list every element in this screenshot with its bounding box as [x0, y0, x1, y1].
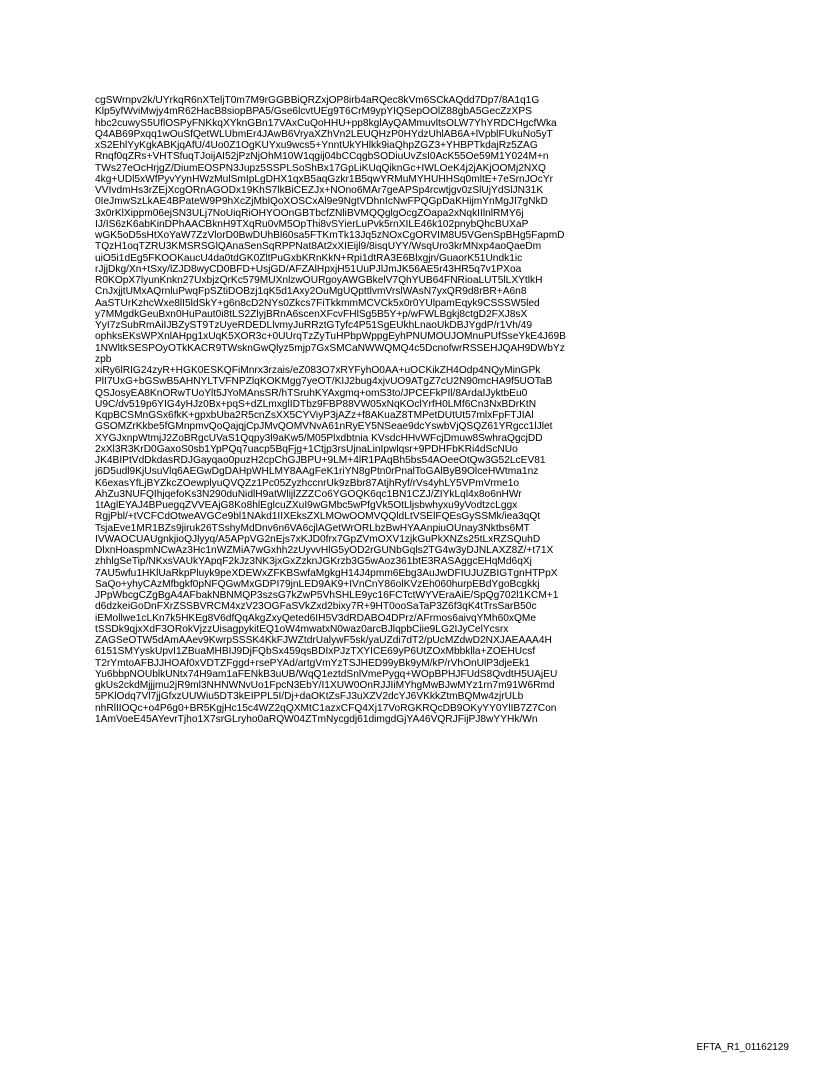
encoded-text-block: cgSWrnpv2k/UYrkqR6nXTeljT0m7M9rGGBBiQRZxjOP8irb4aRQec8kVm6SCkAQdd7Dp7/8A1q1G Klp5yfWviMwjy4mR62HacB8siopBPA5/Gse6lcvtUEg9T6CrM9ypYIQSepOOlZ88gbA5GecZzXPS hbc2cuwyS5UflOSPyFNKkqXYknGBn17VAxCuQoHHU+pp8kglAyQAMmuvltsOLW7YhYRDCHgcfWka Q4AB69Pxqq1wOuSfQetWLUbmEr4JAwB6VryaXZhVn2LEUQHzP0HYdzUhlAB6A+lVpblFUkuNo5yT xS2EhlYyKgkABKjqAfU/4Uo0Z1OgKUYxu9wcs5+YnntUkYHlkk9iaQhpZGZ3+YHBPTkdajRz5ZAG Rnqf0qZRs+VHTSfuqTJoijAI52jPzNjOhM10W1qgij04bCCqgbSODiuUvZsI0AcK55Oe59M1Y024M+n TWs27eOcHrjgZ/DiumEOSPN3Jupz5SSPLSoShBx17GpLiKUqQiknGc+IWLOeK4j2jAKjOOMj2NXQ 4kg+UDl5xWfPyvYynHWzMulSmIpLgDHX1qxB5aqGzkr1B5qwYRMuMYHUHHSq0mltE+7eSrnJOcYr VVIvdmHs3rZEjXcgORnAGODx19KhS7lkBiCEZJx+NOno6MAr7geAPSp4rcwtjgv0zSlUjYdSlJN31K 0IeJmwSzLkAE4BPateW9P9hXcZjMblQoXOSCxAl9e9NgtVDhnIcNwFPQGpDaKHijmYnMgJI7gNkD 3x0rKlXippm06ejSN3ULj7NoUiqRiOHYOOnGBTbcfZNliBVMQQglgOcgZOapa2xNqkIIlnlRMY6j IJ/IS6zK6abKinDPhAACBknH9TXqRu0vM5OpThi8vSYierLuPvk5rnXILE46k102pnybQhcBUXaP wGK5oD5sHtXoYaW7ZzVlorD0BwDUhBl60sa5FTKmTk13Jq5zNOxCgORVIM8U5VGenSpBHg5FapmD TQzH1oqTZRU3KMSRSGlQAnaSenSqRPPNat8At2xXIEijl9/8isqUYY/WsqUro3krMNxp4aoQaeDm uiO5i1dEg5FKOOKaucU4da0tdGK0ZltPuGxbKRnKkN+Rpi1dtRA3E6Blxgjn/GuaorK51Undk1ic rJjjDkg/Xn+tSxy/lZJD8wyCD0BFD+UsjGD/AFZAlHpxjH51UuPJlJmJK56AE5r43HR5q7v1PXoa R0KOpX7lyunKnkn27UxbjzQrKc579MUXnlzwOURgoyAWGBkelV7QhYUB64FNRioaLUT5lLXYtlkH CnJxjjtUMxAQrnluPwqFpSZtiDOBzj1qK5d1Axy2OuMgUQpttlvmVrslWAsN7yxQR9d8rBR+A6n8 AaSTUrKzhcWxe8lI5ldSkY+g6n8cD2NYs0Zkcs7FiTkkmmMCVCk5x0r0YUlpamEqyk9CSSSW5led y7MMgdkGeuBxn0HuPaut0i8tLS2ZlyjBRnA6scenXFcvFHlSg5B5Y+p/wFWLBgkj8ctgD2FXJ8sX YyI7zSubRmAiIJBZyST9TzUyeRDEDLlvmyJuRRztGTyfc4P51SgEUkhLnaoUkDBJYgdP/r1Vh/49 ophksEKsWPXnlAHpg1xUqK5XOR3c+0UUrqTzZyTuHPbpWppgEyhPNUMOUJOMnuPUfSseYkE4J69B 1NWltkSESPOyOTkKACR9TWsknGwQlyz5mjp7GxSMCaNWWQMQ4c5DcnofwrRSSEHJQAH9DWbYz zpb xiRy6lRIG24zyR+HGK0ESKQFiMnrx3rzais/eZ083O7xRYFyhO0AA+uOCKikZH4Odp4NQyMinGPk PlI7UxG+bGSwB5AHNYLTVFNPZlqKOKMgg7yeOT/KIJ2bug4xjvUO9ATgZ7cU2N90mcHA9f5UOTaB QSJosyEA8KnORwTUoYlt5JYoMAnsSR/hTSruhKYAxgmq+omS3to/JPCEFkPIl/8ArdaIJyktbEu0 U9C/dv519p6YIG4yHJz0Bx+pqS+dZLmxglIDTbz9FBP88VW05xNqKOclYrfH0LMf6Cn3NxBDrKtN KqpBCSMnGSx6fkK+gpxbUba2R5cnZsXX5CYViyP3jAZz+f8AKuaZ8TMPetDUtUt57mlxFpFTJIAl GSOMZrKkbe5fGMnpmvQoQajqjCpJMvQOMVNvA61nRyEY5NSeae9dcYswbVjQSQZ61YRgcc1lJlet XYGJxnpWtmjJ2ZoBRgcUVaS1Qqpy3l9aKw5/M05Plxdbtnia KVsdcHHvWFcjDmuw8SwhraQgcjDD 2xXl3R3KrD0GaxoS0sb1YpPQq7uacp5BqFjg+1Ctjp3rsUjnaLinIpwlqsr+9PDHFbKRi4dScNUo JK4BIPtVdDkdasRDJGayqao0puzH2cpChGJBPU+9LM+4lR1PAqBh5bs54AOeeOtQw3G52LcEV81 j6D5udl9KjUsuVlq6AEGwDgDAHpWHLMY8AAgFeK1riYN8gPtn0rPnalToGAlByB9OlceHWtma1nz K6exasYfLjBYZkcZOewplyuQVQZz1Pc05ZyzhccnrUk9zBbr87AtjhRyf/rVs4yhLY5VPmVrme1o AhZu3NUFQIhjqefoKs3N290duNidlH9atWlijlZZZCo6YGOQK6qc1BN1CZJ/ZIYkLql4x8o6nHWr 1tAglEYAJ4BPuegqZVVEAjG8Ko8hlEglcuZXuI9wGMbc5wPfgVk5OtLljsbwhyxu9yVodtzcLggx RgjPbl/+tVCFCdOtweAVGCe9bl1NAkd1IIXEksZXLMOwOOMVQQldLtVSElFQEsGySSMk/iea3qQt TsjaEve1MR1BZs9jiruk26TSshyMdDnv6n6VA6cjlAGetWrORLbzBwHYAAnpiuOUnay3Nktbs6MT IVWAOCUAUgnkjioQJlyyq/A5APpVG2nEjs7xKJD0frx7GpZVmOXV1zjkGuPkXNZs25tLxRZSQuhD DlxnHoaspmNCwAz3Hc1nWZMiA7wGxhh2zUyvvHlG5yOD2rGUNbGqls2TG4w3yDJNLAXZ8Z/+t71X zhhlgSeTip/NKxsVAUkYApqF2kJz3NK3jxGxZzknJGKrzb3G5wAoz361btE3RASAggcEHqMd6qXj 7AU5wfu1HKlUaRkpPluyk9peXDEWxZFKBSwfaMgkgH14J4pmm6Ebg3AuJwDFIUJUZBIGTgnHTPpX SaQo+yhyCAzMfbgkf0pNFQGwMxGDPI79jnLED9AK9+IVnCnY86olKVzEh060hurpEBdYgoBcgkkj JPpWbcgCZgBgA4AFbakNBNMQP3szsG7kZwP5VhSHLE9yc16FCTctWYVEraAiE/SpQg702l1KCM+1 d6dzkeiGoDnFXrZSSBVRCM4xzV23OGFaSVkZxd2bixy7R+9HT0ooSaTaP3Z6f3qK4tTrsSarB50c iEMollwe1cLKn7k5HKEg8V6dfQqAkgZxyQeted6IH5V3dRDABO4DPrz/AFrmos6aivqYMh60xQMe tSSDk9qjxXdF3ORokVjzzUisagpykitEQ1oW4mwatxN0waz0arcBJlqpbCiie9LG2IJyCelYcsrx ZAGSeOTW5dAmAAev9KwrpSSSK4KkFJWZtdrUalywF5sk/yaUZdi7dT2/pUcMZdwD2NXJAEAAA4H 6151SMYyskUpvI1ZBuaMHBIJ9DjFQbSx459qsBDIxPJzTXYICE69yP6UtZOxMbbklla+ZOEHUcsf T2rYmtoAFBJJHOAf0xVDTZFggd+rsePYAd/artgVmYzTSJHED99yBk9yM/kP/rVhOnUlP3djeEk1 Yu6bbpNOUblkUNtx74H9am1aFENkB3uUB/WqQ1eztdSnlVmePygq+WOpBPHJFUdS8QvdtH5UAjEU gkUs2ckdMjjjmu2jR9ml3NHNWNvUo1FpcN3EbY/I1XUW0OnRJJIiMYhgMwBJwMYz1rn7m91W6Rmd 5PKlOdq7Vl7jjGfxzUUWiu5DT3kEIPPL5I/Dj+daOKtZsFJ3uXZV2dcYJ6VKkkZtmBQMw4zjrULb nhRlIIOQc+o4P6g0+BR5KgjHc15c4WZ2qQXMtC1azxCFQ4Xj17VoRGKRQcDB9OKyYY0YlIB7Z7Con 1AmVoeE45AYevrTjho1X7srGLryho0aRQW04ZTmNycgdj61dimgdGjYA46VQRJFijPJ8wYYHk/Wn: [95, 95, 566, 725]
document-id-footer: EFTA_R1_01162129: [696, 1042, 789, 1053]
